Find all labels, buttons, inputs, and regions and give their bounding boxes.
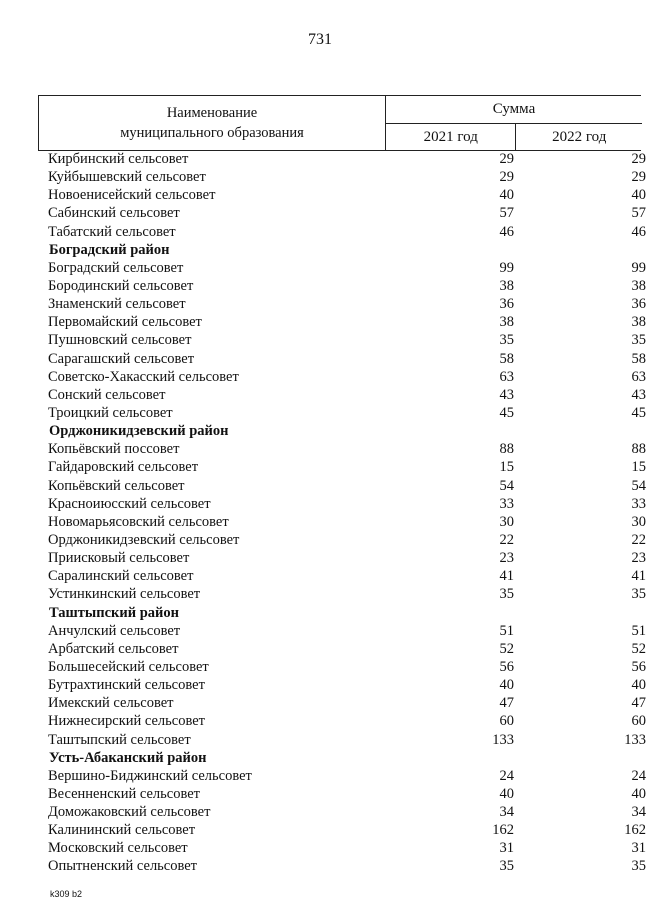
- table-row: [0, 277, 646, 295]
- municipality-name: Арбатский сельсовет: [48, 640, 179, 657]
- value-2022: 133: [624, 731, 646, 748]
- municipality-name: Приисковый сельсовет: [48, 550, 190, 567]
- value-2022: 31: [631, 840, 646, 857]
- value-2021: 47: [499, 695, 514, 712]
- municipality-name: Троицкий сельсовет: [48, 404, 173, 421]
- value-2022: 54: [631, 477, 646, 494]
- table-row: [0, 404, 646, 422]
- table-row: [0, 785, 646, 803]
- value-2022: 40: [631, 187, 646, 204]
- table-body: [0, 150, 646, 876]
- value-2021: 162: [492, 822, 514, 839]
- value-2021: 63: [499, 368, 514, 385]
- table-row: [0, 857, 646, 875]
- page-number: 731: [308, 31, 332, 48]
- value-2022: 36: [631, 296, 646, 313]
- table-row: [0, 513, 646, 531]
- value-2021: 33: [499, 495, 514, 512]
- value-2021: 22: [499, 531, 514, 548]
- value-2022: 38: [631, 314, 646, 331]
- municipality-name: Бородинский сельсовет: [48, 277, 194, 294]
- table-row: [0, 186, 646, 204]
- value-2021: 60: [499, 713, 514, 730]
- value-2021: 54: [499, 477, 514, 494]
- value-2022: 51: [631, 622, 646, 639]
- value-2021: 46: [499, 223, 514, 240]
- district-name: Боградский район: [49, 241, 170, 258]
- district-heading-row: [0, 422, 640, 440]
- value-2022: 41: [631, 568, 646, 585]
- value-2021: 40: [499, 785, 514, 802]
- value-2021: 40: [499, 677, 514, 694]
- value-2022: 34: [631, 804, 646, 821]
- value-2021: 36: [499, 296, 514, 313]
- table-row: [0, 622, 646, 640]
- value-2021: 40: [499, 187, 514, 204]
- value-2021: 88: [499, 441, 514, 458]
- value-2021: 15: [499, 459, 514, 476]
- table-row: [0, 567, 646, 585]
- value-2021: 58: [499, 350, 514, 367]
- municipality-name: Таштыпский сельсовет: [48, 731, 191, 748]
- municipality-name: Кирбинский сельсовет: [48, 151, 189, 167]
- table-row: [0, 331, 646, 349]
- municipality-name: Орджоникидзевский сельсовет: [48, 531, 240, 548]
- value-2021: 35: [499, 858, 514, 875]
- value-2022: 29: [631, 169, 646, 186]
- district-heading-row: [0, 241, 640, 259]
- value-2022: 52: [631, 640, 646, 657]
- value-2021: 45: [499, 404, 514, 421]
- table-header: [38, 95, 641, 151]
- table-row: [0, 150, 646, 168]
- table-row: [0, 495, 646, 513]
- table-row: [0, 731, 646, 749]
- table-row: [0, 313, 646, 331]
- value-2021: 34: [499, 804, 514, 821]
- value-2022: 35: [631, 858, 646, 875]
- value-2022: 35: [631, 332, 646, 349]
- municipality-name: Саралинский сельсовет: [48, 568, 194, 585]
- municipality-name: Бутрахтинский сельсовет: [48, 677, 205, 694]
- value-2021: 41: [499, 568, 514, 585]
- value-2022: 88: [631, 441, 646, 458]
- value-2022: 24: [631, 767, 646, 784]
- value-2022: 56: [631, 658, 646, 675]
- name-header-line2: муниципального образования: [120, 125, 304, 141]
- municipality-name: Большесейский сельсовет: [48, 658, 209, 675]
- table-row: [0, 694, 646, 712]
- value-2021: 23: [499, 550, 514, 567]
- table-row: [0, 676, 646, 694]
- value-2022: 63: [631, 368, 646, 385]
- table-row: [0, 839, 646, 857]
- value-2021: 24: [499, 767, 514, 784]
- value-2021: 43: [499, 386, 514, 403]
- value-2021: 57: [499, 205, 514, 222]
- value-2021: 35: [499, 586, 514, 603]
- municipality-name: Копьёвский поссовет: [48, 441, 180, 458]
- value-2022: 38: [631, 277, 646, 294]
- value-2022: 23: [631, 550, 646, 567]
- year-2021-header: 2021 год: [386, 124, 516, 150]
- table-row: [0, 295, 646, 313]
- table-row: [0, 767, 646, 785]
- value-2021: 133: [492, 731, 514, 748]
- value-2021: 52: [499, 640, 514, 657]
- municipality-name: Новомарьясовский сельсовет: [48, 513, 229, 530]
- years-header: [386, 124, 642, 150]
- value-2021: 29: [499, 169, 514, 186]
- value-2021: 99: [499, 259, 514, 276]
- municipality-name: Новоенисейский сельсовет: [48, 187, 216, 204]
- municipality-name: Сонский сельсовет: [48, 386, 166, 403]
- footer-code: k309 b2: [50, 889, 83, 899]
- table-row: [0, 803, 646, 821]
- value-2022: 40: [631, 677, 646, 694]
- municipality-name: Сарагашский сельсовет: [48, 350, 195, 367]
- municipality-name: Знаменский сельсовет: [48, 296, 186, 313]
- table-row: [0, 585, 646, 603]
- municipality-name: Доможаковский сельсовет: [48, 804, 211, 821]
- value-2022: 99: [631, 259, 646, 276]
- table-row: [0, 658, 646, 676]
- value-2022: 57: [631, 205, 646, 222]
- value-2022: 15: [631, 459, 646, 476]
- table-row: [0, 458, 646, 476]
- municipality-name: Весенненский сельсовет: [48, 785, 200, 802]
- sum-column-header: [385, 96, 642, 150]
- value-2022: 35: [631, 586, 646, 603]
- sum-header: Сумма: [386, 96, 642, 124]
- municipality-name: Сабинский сельсовет: [48, 205, 180, 222]
- value-2021: 51: [499, 622, 514, 639]
- municipality-name: Табатский сельсовет: [48, 223, 176, 240]
- table-row: [0, 712, 646, 730]
- value-2021: 38: [499, 277, 514, 294]
- table-row: [0, 640, 646, 658]
- district-name: Таштыпский район: [49, 604, 179, 621]
- municipality-name: Боградский сельсовет: [48, 259, 184, 276]
- district-name: Орджоникидзевский район: [49, 423, 229, 440]
- table-row: [0, 259, 646, 277]
- municipality-name: Куйбышевский сельсовет: [48, 169, 206, 186]
- municipality-name: Нижнесирский сельсовет: [48, 713, 205, 730]
- municipality-name: Красноиюсский сельсовет: [48, 495, 211, 512]
- value-2021: 38: [499, 314, 514, 331]
- municipality-name: Копьёвский сельсовет: [48, 477, 185, 494]
- district-heading-row: [0, 749, 640, 767]
- district-heading-row: [0, 604, 640, 622]
- municipality-name: Анчулский сельсовет: [48, 622, 181, 639]
- municipality-name: Гайдаровский сельсовет: [48, 459, 199, 476]
- value-2022: 40: [631, 785, 646, 802]
- table-row: [0, 368, 646, 386]
- municipality-name: Опытненский сельсовет: [48, 858, 198, 875]
- value-2021: 35: [499, 332, 514, 349]
- name-column-header: [39, 96, 385, 150]
- value-2022: 43: [631, 386, 646, 403]
- table-row: [0, 549, 646, 567]
- value-2021: 30: [499, 513, 514, 530]
- value-2022: 162: [624, 822, 646, 839]
- municipality-name: Советско-Хакасский сельсовет: [48, 368, 239, 385]
- municipality-name: Имекский сельсовет: [48, 695, 174, 712]
- value-2022: 47: [631, 695, 646, 712]
- table-row: [0, 440, 646, 458]
- value-2021: 56: [499, 658, 514, 675]
- table-row: [0, 204, 646, 222]
- value-2022: 58: [631, 350, 646, 367]
- year-2022-header: 2022 год: [552, 129, 607, 145]
- municipality-name: Устинкинский сельсовет: [48, 586, 201, 603]
- table-row: [0, 223, 646, 241]
- table-row: [0, 821, 646, 839]
- table-row: [0, 168, 646, 186]
- table-row: [0, 350, 646, 368]
- name-header-line1: Наименование: [166, 105, 258, 121]
- district-name: Усть-Абаканский район: [49, 749, 207, 766]
- table-row: [0, 386, 646, 404]
- value-2022: 46: [631, 223, 646, 240]
- table-row: [0, 531, 646, 549]
- table-row: [0, 477, 646, 495]
- value-2022: 30: [631, 513, 646, 530]
- value-2022: 22: [631, 531, 646, 548]
- municipality-name: Пушновский сельсовет: [48, 332, 192, 349]
- value-2022: 33: [631, 495, 646, 512]
- value-2021: 31: [499, 840, 514, 857]
- value-2022: 60: [631, 713, 646, 730]
- municipality-name: Московский сельсовет: [48, 840, 188, 857]
- value-2021: 29: [499, 151, 514, 167]
- value-2022: 45: [631, 404, 646, 421]
- municipality-name: Калининский сельсовет: [48, 822, 196, 839]
- value-2022: 29: [631, 151, 646, 167]
- municipality-name: Первомайский сельсовет: [48, 314, 202, 331]
- municipality-name: Вершино-Биджинский сельсовет: [48, 767, 252, 784]
